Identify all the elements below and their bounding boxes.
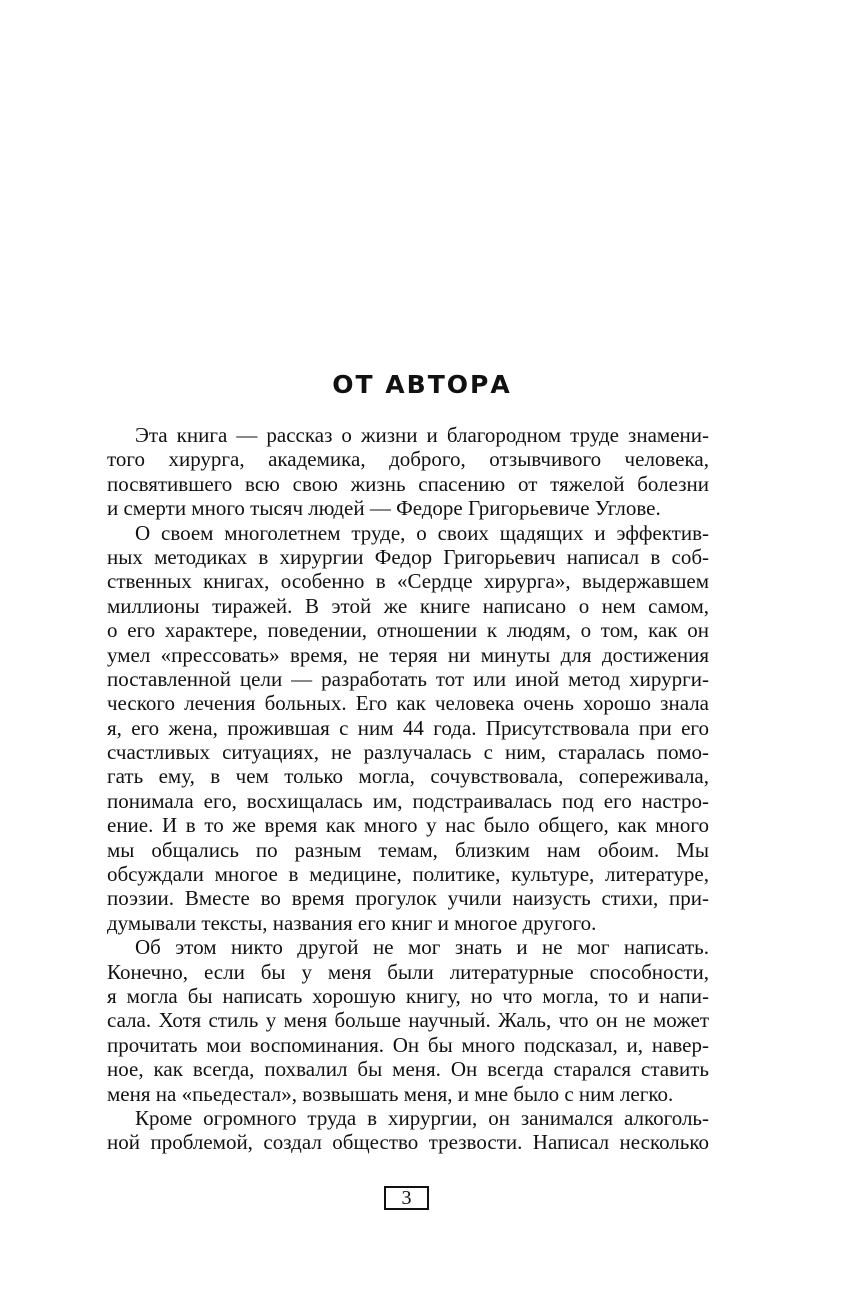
text-line: мы общались по разным темам, близким нам обоим. Мы: [107, 837, 709, 862]
text-line: думывали тексты, названия его книг и многое другого.: [107, 910, 597, 935]
text-line: ное, как всегда, похвалил бы меня. Он всегда старался ставить: [107, 1057, 709, 1082]
paragraph-4: [107, 1106, 709, 1155]
text-line: я, его жена, прожившая с ним 44 года. Присутствовала при его: [107, 715, 709, 740]
text-line: посвятившего всю свою жизнь спасению от тяжелой болезни: [107, 471, 709, 496]
text-line: Конечно, если бы у меня были литературные способности,: [107, 959, 709, 984]
text-line: понимала его, восхищалась им, подстраивалась под его настро-: [107, 788, 709, 813]
paragraph-1: [107, 423, 709, 521]
body-text: [107, 423, 709, 1155]
text-line: счастливых ситуациях, не разлучалась с ним, старалась помо-: [107, 740, 709, 765]
text-line: ение. И в то же время как много у нас было общего, как много: [107, 813, 709, 838]
text-line: обсуждали многое в медицине, политике, культуре, литературе,: [107, 862, 709, 887]
text-line: ных методиках в хирургии Федор Григорьевич написал в соб-: [107, 544, 709, 569]
text-line: Об этом никто другой не мог знать и не мог написать.: [135, 935, 709, 960]
text-line: поэзии. Вместе во время прогулок учили наизусть стихи, при-: [107, 886, 709, 911]
text-line: Эта книга — рассказ о жизни и благородном труде знамени-: [135, 423, 709, 447]
text-line: гать ему, в чем только могла, сочувствовала, сопереживала,: [107, 764, 709, 789]
page-number: 3: [384, 1186, 429, 1210]
text-line: меня на «пьедестал», возвышать меня, и мне было с ним легко.: [107, 1081, 674, 1106]
text-line: ственных книгах, особенно в «Сердце хирурга», выдержавшем: [107, 569, 709, 594]
text-line: миллионы тиражей. В этой же книге написано о нем самом,: [107, 593, 709, 618]
text-line: умел «прессовать» время, не теряя ни минуты для достижения: [107, 642, 709, 667]
text-line: и смерти много тысяч людей — Федоре Григорьевиче Углове.: [107, 496, 661, 521]
text-line: я могла бы написать хорошую книгу, но что могла, то и напи-: [107, 983, 709, 1008]
paragraph-2: [107, 521, 709, 936]
text-line: ческого лечения больных. Его как человека очень хорошо знала: [107, 691, 709, 716]
chapter-heading: ОТ АВТОРА: [332, 370, 512, 399]
text-line: прочитать мои воспоминания. Он бы много подсказал, и, навер-: [107, 1032, 709, 1057]
text-line: сала. Хотя стиль у меня больше научный. Жаль, что он не может: [107, 1008, 709, 1033]
text-line: о его характере, поведении, отношении к людям, о том, как он: [107, 618, 709, 643]
text-line: Кроме огромного труда в хирургии, он занимался алкоголь-: [135, 1105, 709, 1130]
text-line: того хирурга, академика, доброго, отзывчивого человека,: [107, 447, 709, 472]
text-line: ной проблемой, создал общество трезвости. Написал несколько: [107, 1130, 709, 1155]
text-line: поставленной цели — разработать тот или иной метод хирурги-: [107, 666, 709, 691]
text-line: О своем многолетнем труде, о своих щадящих и эффектив-: [135, 520, 709, 545]
paragraph-3: [107, 935, 709, 1106]
